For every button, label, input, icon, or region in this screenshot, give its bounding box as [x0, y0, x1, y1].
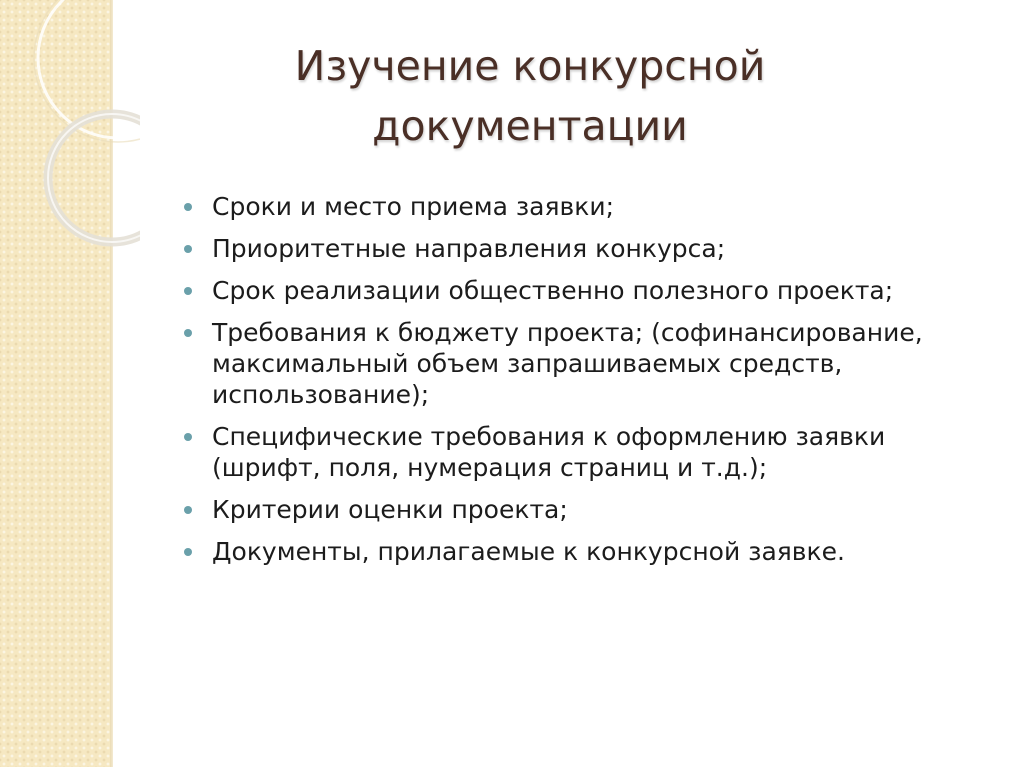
list-item	[182, 233, 982, 264]
bullet-text: Специфические требования к оформлению заявки (шрифт, поля, нумерация страниц и т.д.);	[212, 422, 886, 482]
bullet-icon	[184, 287, 192, 295]
slide-title: Изучение конкурсной документации	[294, 42, 766, 150]
bullet-text: Срок реализации общественно полезного проекта;	[212, 276, 894, 305]
list-item	[182, 494, 982, 525]
bullet-text: Критерии оценки проекта;	[212, 495, 568, 524]
bullet-text: Документы, прилагаемые к конкурсной заявке.	[212, 537, 845, 566]
list-item	[182, 275, 982, 306]
bullet-list	[182, 191, 982, 578]
bullet-icon	[184, 506, 192, 514]
list-item	[182, 536, 982, 567]
bullet-icon	[184, 433, 192, 441]
bullet-text: Сроки и место приема заявки;	[212, 192, 615, 221]
bullet-icon	[184, 203, 192, 211]
decorative-circles-icon	[0, 0, 140, 260]
bullet-text: Требования к бюджету проекта; (софинансирование, максимальный объем запрашиваемых средств, использование);	[212, 318, 923, 409]
bullet-icon	[184, 329, 192, 337]
bullet-icon	[184, 548, 192, 556]
list-item	[182, 421, 982, 483]
list-item	[182, 317, 982, 410]
list-item	[182, 191, 982, 222]
bullet-icon	[184, 245, 192, 253]
bullet-text: Приоритетные направления конкурса;	[212, 234, 726, 263]
